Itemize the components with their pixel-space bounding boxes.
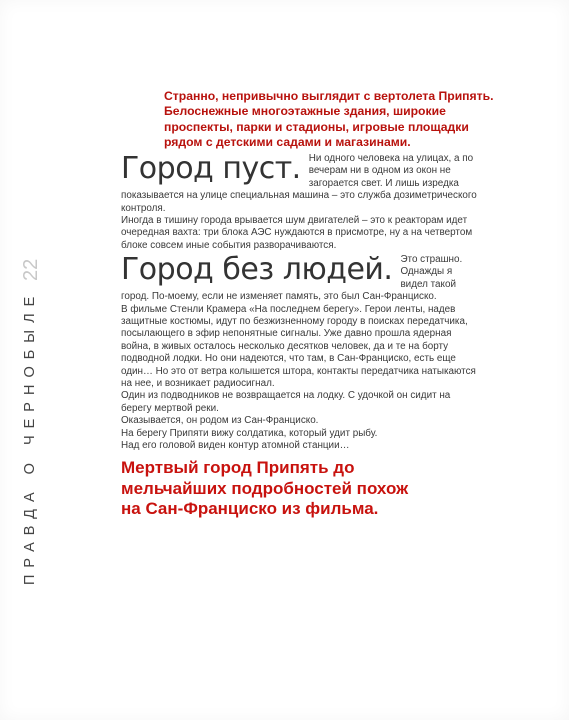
- paragraph: Над его головой виден контур атомной станции…: [121, 440, 350, 452]
- paragraph: Оказывается, он родом из Сан-Франциско.: [121, 415, 319, 427]
- intro-lead-text: Странно, непривычно выглядит с вертолета Припять. Белоснежные многоэтажные здания, широкие проспекты, парки и стадионы, игровые площадки рядом с детскими садами и магазинами.: [164, 89, 494, 150]
- paragraph: Ни одного человека на улицах, а по вечерам ни в одном из окон не загорается свет. И лишь изредка показывается на улице специальная машина – это служба дозиметрического контроля.: [121, 153, 477, 214]
- paragraph: Иногда в тишину города врывается шум двигателей – это к реакторам идет очередная вахта: три блока АЭС нуждаются в присмотре, ну а на четвертом блоке совсем иные события разворачиваются.: [121, 215, 473, 251]
- section-heading-city-without-people: Город без людей.: [121, 252, 393, 287]
- paragraph: Это страшно. Однажды я видел такой город. По-моему, если не изменяет память, это был Сан-Франциско.: [121, 254, 463, 303]
- outro-pull-quote: Мертвый город Припять до мельчайших подробностей похож на Сан-Франциско из фильма.: [121, 458, 409, 518]
- book-title-vertical: ПРАВДА О ЧЕРНОБЫЛЕ: [22, 289, 38, 585]
- paragraph: На берегу Припяти вижу солдатика, который удит рыбу.: [121, 427, 378, 439]
- section-city-without-people: [121, 254, 481, 453]
- paragraph: Один из подводников не возвращается на лодку. С удочкой он сидит на берегу мертвой реки.: [121, 390, 451, 414]
- page-number: 22: [20, 258, 42, 282]
- side-column: [18, 255, 48, 585]
- section-city-empty: [121, 153, 481, 252]
- paragraph: В фильме Стенли Крамера «На последнем берегу». Герои ленты, надев защитные костюмы, идут по безжизненному городу в поисках передатчика, посылающего в эфир непонятные сигналы. Уже давно прошла ядерная война, в живых осталось несколько десятков человек, да и те на борту подводной лодки. Но они надеются, что там, в Сан-Франциско, есть еще один… Но это от ветра колышется штора, контакты передатчика натыкаются на нее, и возникает радиосигнал.: [121, 303, 476, 390]
- section-heading-city-empty: Город пуст.: [121, 151, 301, 186]
